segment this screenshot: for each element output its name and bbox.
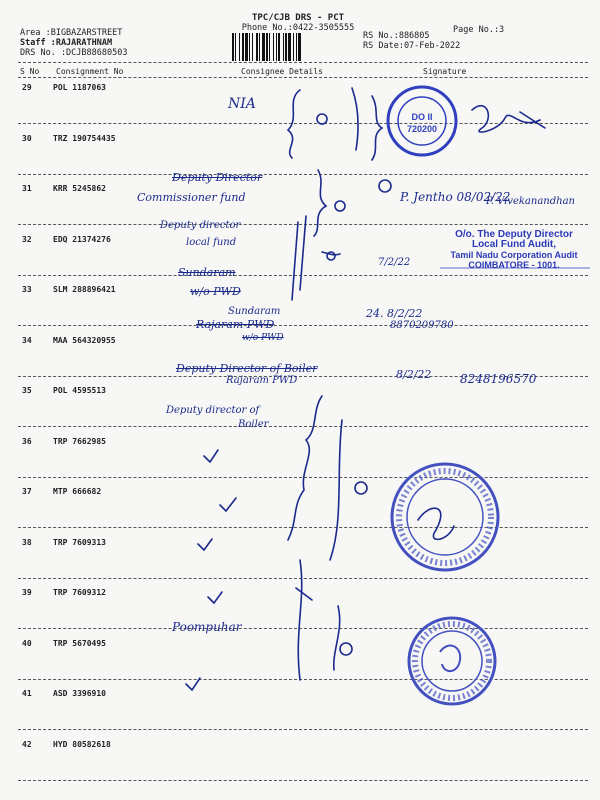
tick-r37 — [204, 450, 218, 462]
staff-label: Staff :RAJARATHNAM — [20, 38, 113, 48]
phone-number: Phone No.:0422-3505555 — [241, 23, 355, 33]
row-sno: 31 — [22, 184, 32, 193]
circled-3c — [340, 643, 352, 655]
row-sno: 36 — [22, 436, 32, 446]
circled-2 — [317, 114, 327, 124]
handwriting-r34b: Rajaram PWD — [196, 318, 275, 331]
row-consignment-number: POL 4595513 — [53, 386, 106, 395]
rs-date: RS Date:07-Feb-2022 — [363, 41, 461, 51]
signature-r38 — [418, 508, 454, 539]
handwriting-r31b: Commissioner fund — [137, 191, 246, 204]
handwriting-r32a: Deputy director — [160, 220, 241, 231]
col-signature: Signature — [423, 67, 467, 76]
row-consignment-number: MTP 666682 — [53, 487, 102, 496]
col-consignee: Consignee Details — [241, 67, 323, 76]
do-seal-code: DO II — [411, 112, 433, 122]
area-label: Area :BIGBAZARSTREET — [20, 28, 123, 38]
handwriting-r35b: Rajaram PWD — [226, 375, 298, 386]
page-number: Page No.:3 — [453, 25, 505, 35]
row-sno: 34 — [22, 335, 32, 345]
handwriting-r35-date: 8/2/22 — [396, 368, 432, 381]
row-consignment-number: SLM 288896421 — [53, 285, 116, 294]
do-seal — [388, 87, 456, 155]
brace-r30 — [372, 96, 382, 160]
handwriting-r34-phone: 8870209780 — [390, 320, 454, 331]
row-sno: 38 — [22, 537, 32, 547]
tick-r38 — [220, 498, 236, 511]
handwriting-r35a: Deputy Director of Boiler — [176, 362, 318, 375]
stroke-r32 — [292, 216, 306, 300]
handwriting-r31-sig2: P. Vivekanandhan — [486, 196, 575, 207]
office-stamp-line2: Local Fund Audit, — [471, 239, 557, 250]
handwriting-r33-date: 7/2/22 — [378, 257, 411, 268]
row-consignment-number: MAA 564320955 — [53, 335, 116, 345]
handwriting-r31a: Deputy Director — [172, 171, 263, 184]
row-sno: 37 — [22, 487, 32, 496]
brace-r29-30 — [288, 90, 300, 158]
row-consignment-number: ASD 3396910 — [53, 689, 106, 698]
row-consignment-number: EDQ 21374276 — [53, 234, 111, 244]
handwriting-r41: Poompuhar — [172, 620, 242, 634]
row-sno: 40 — [22, 638, 32, 648]
col-consignment: Consignment No — [56, 67, 124, 76]
row-sno: 39 — [22, 588, 32, 597]
handwriting-r34a: Sundaram — [228, 306, 281, 317]
drs-number: DRS No. :DCJB88680503 — [20, 48, 128, 58]
row-sno: 30 — [22, 133, 32, 143]
row-sno: 35 — [22, 386, 32, 395]
row-consignment-number: TRP 5670495 — [53, 638, 106, 648]
col-sno: S No — [20, 67, 40, 76]
brace-r36-39 — [288, 396, 322, 540]
do-seal-number: 720200 — [406, 124, 438, 134]
tick-r42 — [186, 678, 200, 690]
row-consignment-number: TRP 7609312 — [53, 588, 106, 597]
row-sno: 41 — [22, 689, 32, 698]
handwriting-r33b: w/o PWD — [190, 285, 241, 298]
circled-3b — [355, 482, 367, 494]
document-title: TPC/CJB DRS - PCT — [251, 13, 345, 23]
tick-r40 — [208, 592, 222, 603]
round-seal-small — [409, 618, 495, 704]
office-stamp-line3: Tamil Nadu Corporation Audit — [450, 250, 578, 260]
stroke-r37-40 — [330, 420, 342, 560]
handwriting-r36a: Deputy director of — [166, 405, 260, 416]
row-consignment-number: TRP 7662985 — [53, 436, 106, 446]
brace-r40-42 — [296, 560, 312, 680]
row-consignment-number: POL 1187063 — [53, 83, 106, 92]
stroke-r41 — [334, 606, 340, 670]
office-stamp-line1: O/o. The Deputy Director — [455, 229, 573, 240]
handwriting-r29: NIA — [228, 96, 256, 112]
row-sno: 42 — [22, 739, 32, 749]
handwriting-r34-sig: 24. 8/2/22 — [366, 307, 423, 320]
row-consignment-number: HYD 80582618 — [53, 739, 111, 749]
office-stamp-line4: COIMBATORE - 1001. — [468, 260, 560, 270]
signature-r29 — [472, 106, 545, 132]
row-sno: 33 — [22, 285, 32, 294]
row-consignment-number: KRR 5245862 — [53, 184, 106, 193]
tick-r39 — [198, 539, 212, 550]
handwriting-r31-sig1: P. Jentho 08/02/22 — [400, 190, 511, 204]
brace-r31 — [314, 170, 326, 236]
stroke-r29 — [352, 88, 358, 150]
row-consignment-number: TRZ 190754435 — [53, 133, 116, 143]
row-sno: 29 — [22, 83, 32, 92]
circled-2b — [335, 201, 345, 211]
handwriting-r36b: Boiler — [238, 419, 269, 430]
circled-3 — [327, 252, 335, 260]
handwriting-r35-phone: 8248196570 — [460, 372, 537, 386]
row-consignment-number: TRP 7609313 — [53, 537, 106, 547]
round-seal-large — [392, 464, 498, 570]
handwriting-r34c: w/o PWD — [242, 333, 284, 343]
handwriting-r33a: Sundaram — [178, 266, 236, 279]
handwriting-r32b: local fund — [186, 237, 237, 248]
row-sno: 32 — [22, 234, 32, 244]
rs-number: RS No.:886805 — [363, 31, 430, 41]
circled-1 — [379, 180, 391, 192]
